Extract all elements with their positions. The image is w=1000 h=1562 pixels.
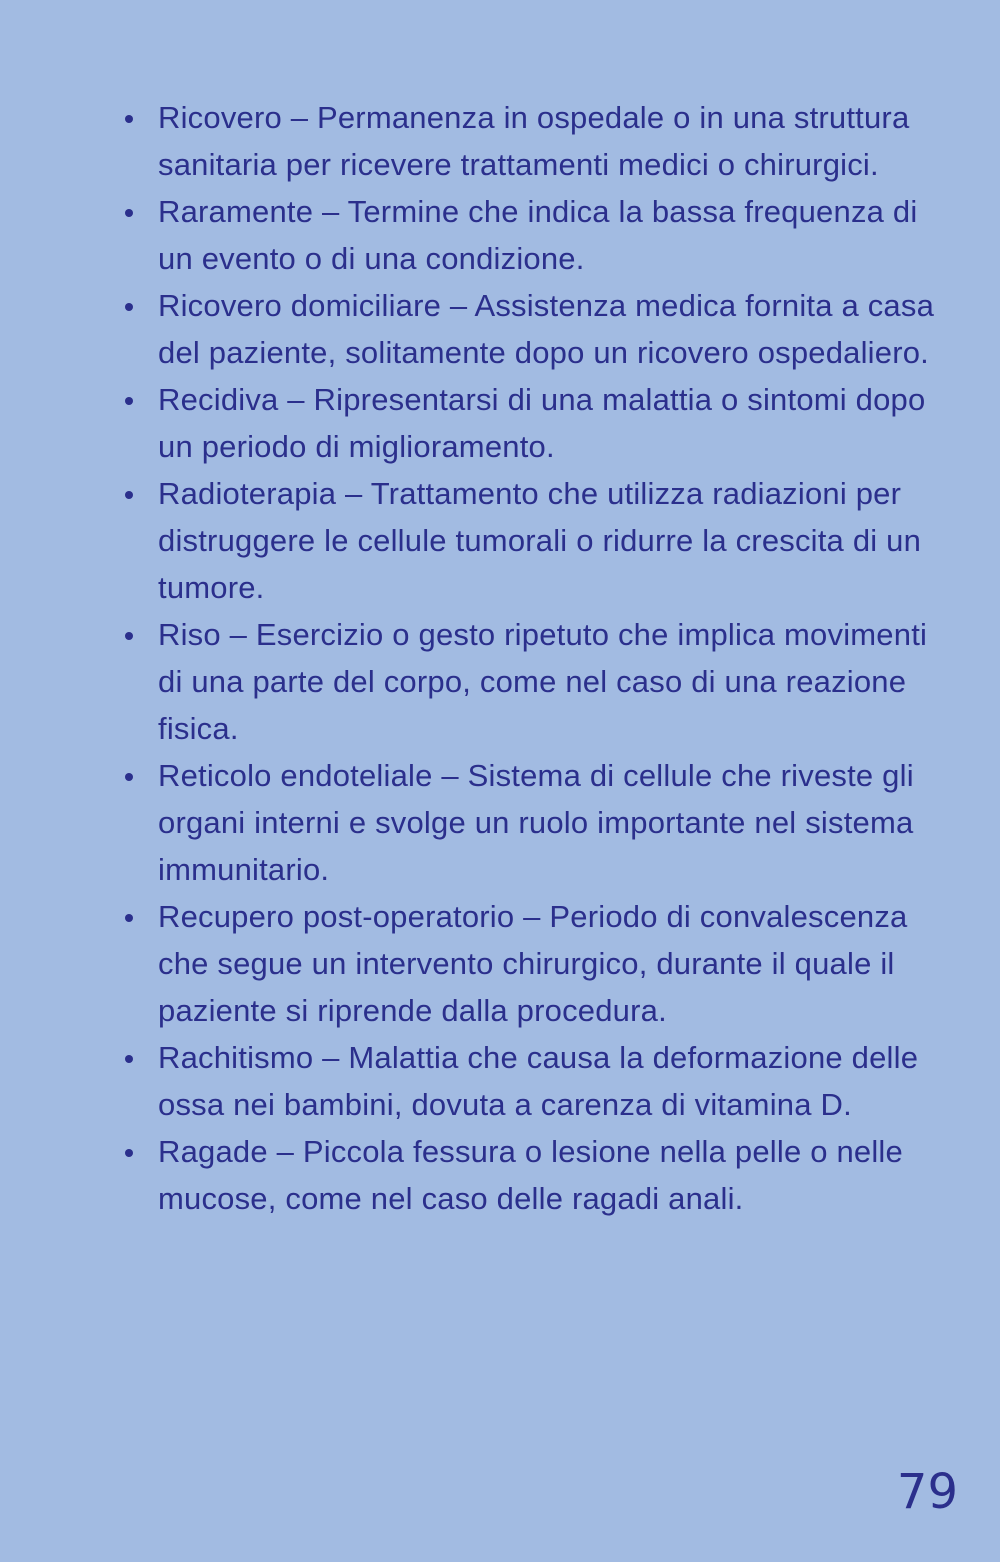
glossary-entry: Riso – Esercizio o gesto ripetuto che implica movimenti di una parte del corpo, come nel caso di una reazione fisica.	[158, 611, 958, 752]
glossary-entry: Recupero post-operatorio – Periodo di convalescenza che segue un intervento chirurgico, durante il quale il paziente si riprende dalla procedura.	[158, 893, 958, 1034]
glossary-entry: Recidiva – Ripresentarsi di una malattia o sintomi dopo un periodo di miglioramento.	[158, 376, 958, 470]
glossary-entry: Raramente – Termine che indica la bassa frequenza di un evento o di una condizione.	[158, 188, 958, 282]
glossary-entry: Ragade – Piccola fessura o lesione nella pelle o nelle mucose, come nel caso delle ragadi anali.	[158, 1128, 958, 1222]
page-number: 79	[896, 1464, 958, 1520]
glossary-entry: Radioterapia – Trattamento che utilizza radiazioni per distruggere le cellule tumorali o ridurre la crescita di un tumore.	[158, 470, 958, 611]
glossary-entry: Rachitismo – Malattia che causa la deformazione delle ossa nei bambini, dovuta a carenza di vitamina D.	[158, 1034, 958, 1128]
glossary-list	[112, 94, 958, 1222]
glossary-entry: Ricovero domiciliare – Assistenza medica fornita a casa del paziente, solitamente dopo un ricovero ospedaliero.	[158, 282, 958, 376]
glossary-entry: Reticolo endoteliale – Sistema di cellule che riveste gli organi interni e svolge un ruolo importante nel sistema immunitario.	[158, 752, 958, 893]
glossary-entry: Ricovero – Permanenza in ospedale o in una struttura sanitaria per ricevere trattamenti medici o chirurgici.	[158, 94, 958, 188]
